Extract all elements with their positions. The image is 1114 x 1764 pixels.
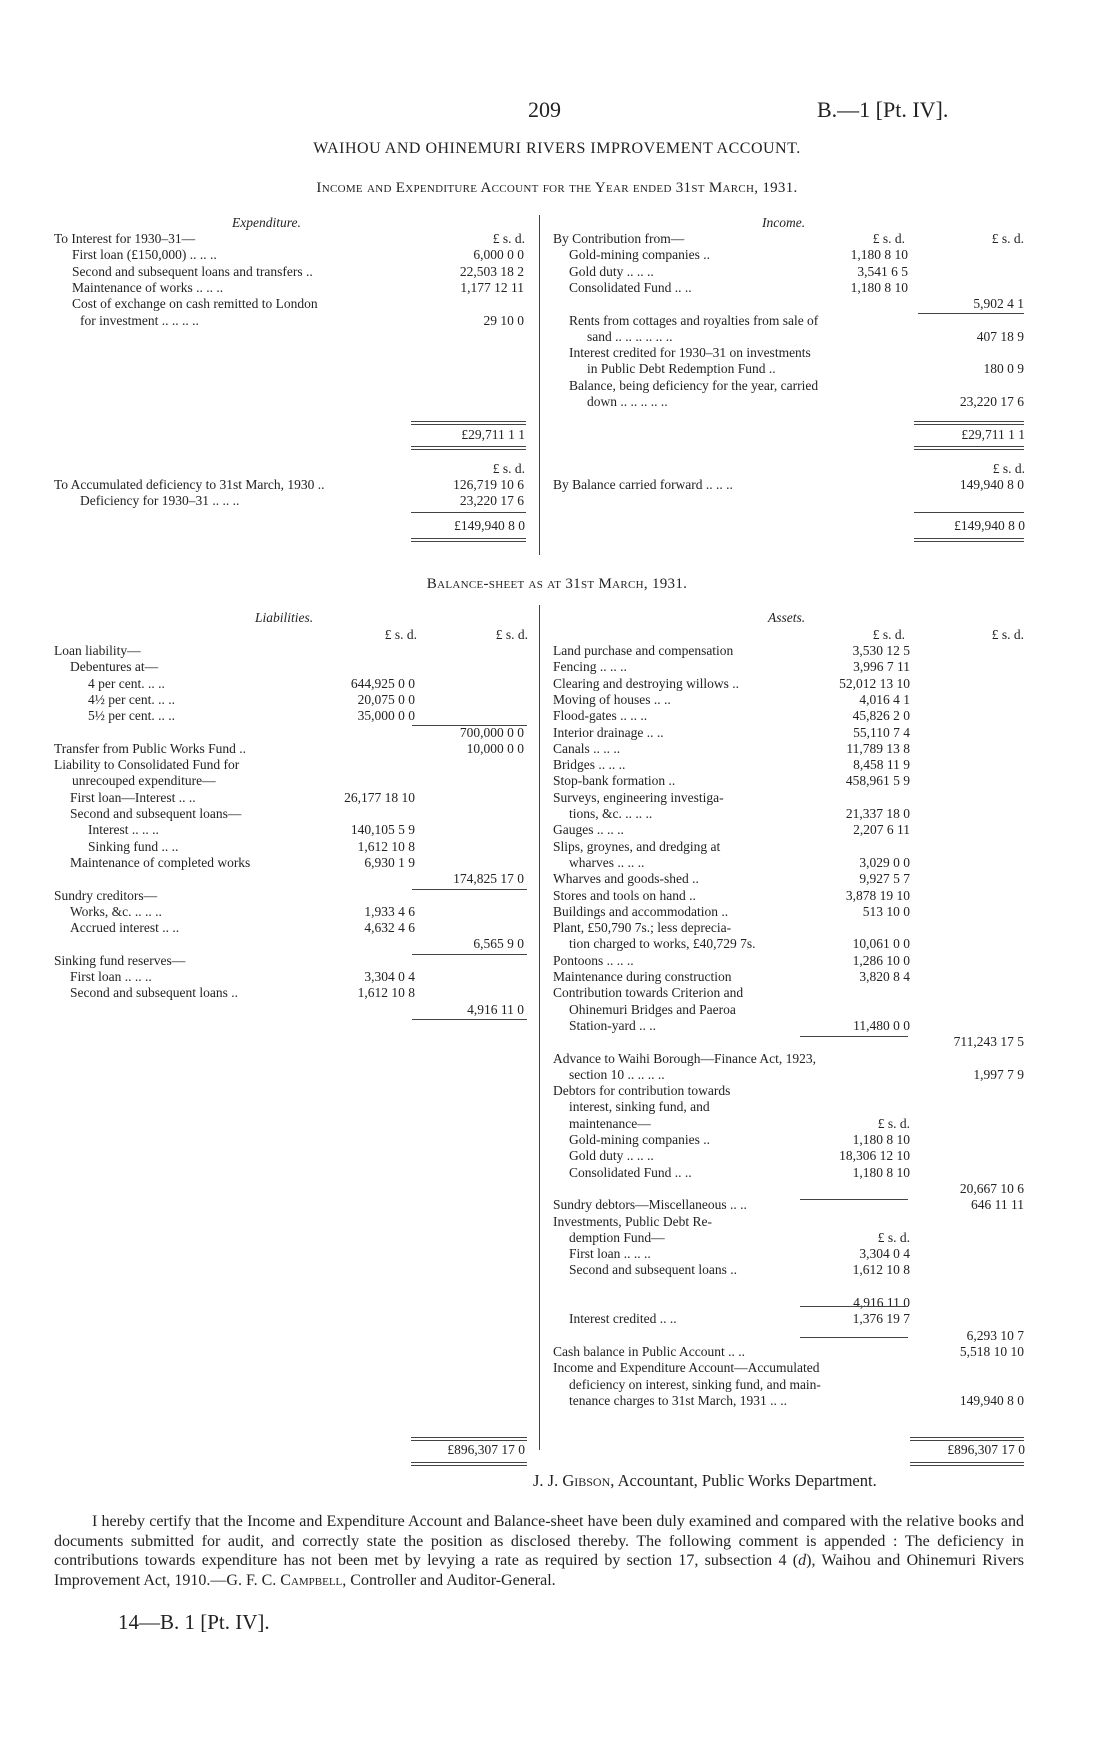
exp-total: £29,711 1 1 [461, 427, 525, 442]
liability-row [54, 904, 528, 920]
income-row [553, 378, 1028, 394]
asset-row [553, 757, 1028, 773]
liability-amount: 140,105 5 9 [350, 822, 415, 838]
asset-row [553, 1051, 1028, 1067]
deficiency-row [54, 477, 528, 493]
asset-row [553, 1165, 1028, 1181]
asset-amount: 4,916 11 0 [853, 1295, 910, 1310]
asset-total-amount: 6,293 10 7 [966, 1327, 1024, 1343]
liability-amount: 6,930 1 9 [364, 854, 415, 870]
asset-amount: 3,878 19 10 [845, 887, 910, 903]
asset-label: Income and Expenditure Account—Accumulated [553, 1360, 820, 1376]
asset-row [553, 806, 1028, 822]
def-col-header: £ s. d. [492, 461, 525, 476]
asset-label: Canals .. .. .. [553, 740, 621, 756]
asset-total-amount: 5,518 10 10 [959, 1343, 1024, 1359]
asset-label: Investments, Public Debt Re- [553, 1213, 712, 1229]
asset-amount: 3,820 8 4 [859, 969, 910, 984]
ie-divider [539, 215, 540, 555]
asset-amount: 4,016 4 1 [859, 691, 910, 707]
income-row [553, 280, 1028, 296]
asset-row [553, 1197, 1028, 1213]
liability-label: Debentures at— [70, 659, 159, 675]
liability-label: Second and subsequent loans— [70, 806, 242, 821]
income-label: Interest credited for 1930–31 on investments [569, 345, 811, 361]
rule [411, 512, 526, 513]
liability-row [54, 953, 528, 969]
asset-amount: 3,996 7 11 [853, 659, 910, 675]
double-rule [411, 446, 526, 450]
document-reference: B.—1 [Pt. IV]. [817, 97, 949, 122]
accountant-signature [533, 1471, 877, 1491]
liability-label: Sundry creditors— [54, 887, 158, 903]
income-row [553, 247, 1028, 263]
deficiency-label: Deficiency for 1930–31 .. .. .. [80, 493, 240, 509]
asset-label: Maintenance during construction [553, 969, 732, 984]
income-label: Gold duty .. .. .. [569, 263, 654, 279]
liability-row [54, 871, 528, 887]
asset-label: Pontoons .. .. .. [553, 952, 634, 968]
liability-row [54, 920, 528, 936]
income-row [553, 361, 1028, 377]
liability-label: Transfer from Public Works Fund .. [54, 740, 247, 756]
liability-label: unrecouped expenditure— [72, 773, 216, 789]
double-rule [914, 421, 1024, 425]
asset-row [553, 692, 1028, 708]
liab-col-header-b: £ s. d. [495, 627, 528, 642]
asset-row [553, 1295, 1028, 1311]
asset-row [553, 1328, 1028, 1344]
balance-forward-label: By Balance carried forward .. .. .. [553, 477, 733, 492]
liability-row [54, 741, 528, 757]
liabilities-heading: Liabilities. [255, 610, 314, 625]
asset-amount: 1,180 8 10 [852, 1132, 910, 1147]
def-total: £149,940 8 0 [454, 518, 525, 533]
asset-amount: £ s. d. [877, 1229, 910, 1245]
certificate-subsection-letter: d [798, 1552, 807, 1569]
rule [918, 313, 1024, 314]
asset-label: demption Fund— [569, 1229, 665, 1245]
asset-row [553, 1002, 1028, 1018]
ie-account-subtitle: Income and Expenditure Account for the Year ended 31st March, 1931. [316, 180, 798, 196]
double-rule [914, 538, 1024, 542]
liability-amount: 4,632 4 6 [364, 920, 415, 936]
liability-amount: 20,075 0 0 [357, 691, 415, 707]
liability-amount: 3,304 0 4 [364, 969, 415, 984]
asset-label: Fencing .. .. .. [553, 659, 627, 675]
liability-label: First loan .. .. .. [70, 969, 152, 984]
rule [412, 725, 527, 726]
liability-amount: 1,612 10 8 [357, 838, 415, 854]
asset-amount: 458,961 5 9 [845, 773, 910, 789]
asset-row [553, 1018, 1028, 1034]
liability-label: Loan liability— [54, 643, 141, 658]
asset-label: tenance charges to 31st March, 1931 .. .. [569, 1392, 787, 1408]
bal-total: £149,940 8 0 [954, 518, 1025, 533]
liability-total-amount: 10,000 0 0 [466, 740, 524, 756]
asset-row [553, 969, 1028, 985]
liability-row [54, 790, 528, 806]
expenditure-row [54, 313, 528, 329]
exp-col-header: £ s. d. [492, 231, 525, 246]
asset-row [553, 1279, 1028, 1295]
rule [412, 889, 527, 890]
income-label: down .. .. .. .. .. [587, 394, 668, 409]
asset-amount: 1,376 19 7 [852, 1311, 910, 1327]
liability-label: First loan—Interest .. .. [70, 789, 196, 805]
income-row [553, 394, 1028, 410]
signature-name: Gibson [562, 1471, 611, 1490]
asset-label: Stop-bank formation .. [553, 773, 676, 789]
assets-total: £896,307 17 0 [947, 1442, 1025, 1457]
liability-row [54, 725, 528, 741]
income-amount: 3,541 6 5 [857, 263, 908, 279]
asset-row [553, 920, 1028, 936]
liability-row [54, 1002, 528, 1018]
liability-label: Accrued interest .. .. [70, 920, 180, 936]
asset-row [553, 1099, 1028, 1115]
asset-row [553, 1132, 1028, 1148]
asset-amount: 11,789 13 8 [846, 740, 910, 756]
asset-label: Debtors for contribution towards [553, 1083, 731, 1099]
asset-label: Interest credited .. .. [569, 1311, 677, 1327]
liability-amount: 1,933 4 6 [364, 903, 415, 919]
income-label: Rents from cottages and royalties from sale of [569, 312, 819, 328]
liability-label: Liability to Consolidated Fund for [54, 757, 240, 773]
asset-label: Land purchase and compensation [553, 643, 734, 658]
asset-label: Moving of houses .. .. [553, 691, 671, 707]
liability-row [54, 936, 528, 952]
page-number: 209 [528, 97, 561, 122]
asset-label: Contribution towards Criterion and [553, 985, 744, 1001]
liability-total-amount: 6,565 9 0 [473, 936, 524, 952]
deficiency-amount: 23,220 17 6 [459, 493, 524, 509]
bs-divider [539, 605, 540, 1450]
signature-initials: J. J. [533, 1471, 563, 1490]
asset-label: interest, sinking fund, and [569, 1099, 710, 1115]
expenditure-amount: 29 10 0 [483, 312, 524, 328]
asset-amount: 9,927 5 7 [859, 871, 910, 887]
expenditure-label: Second and subsequent loans and transfers .. [72, 263, 313, 279]
rule [800, 1306, 908, 1307]
liability-label: 4 per cent. .. .. [88, 675, 165, 691]
liability-total-amount: 174,825 17 0 [453, 871, 524, 887]
balance-sheet-title: Balance-sheet as at 31st March, 1931. [426, 576, 688, 592]
audit-certificate [54, 1512, 1024, 1590]
double-rule [910, 1462, 1024, 1466]
balance-forward-row [553, 477, 1028, 493]
asset-label: Gold duty .. .. .. [569, 1148, 654, 1164]
asset-row [553, 871, 1028, 887]
asset-amount: 3,530 12 5 [852, 643, 910, 658]
expenditure-row [54, 280, 528, 296]
inc-total: £29,711 1 1 [961, 427, 1025, 442]
asset-row [553, 1344, 1028, 1360]
rule [800, 1337, 908, 1338]
asset-label: Station-yard .. .. [569, 1017, 656, 1033]
certificate-text-b: ), Waihou and Ohinemuri Rivers Improvement Act, 1910.—G. F. C. [54, 1552, 1024, 1589]
asset-label: Advance to Waihi Borough—Finance Act, 1923, [553, 1050, 816, 1066]
double-rule [914, 446, 1024, 450]
liability-row [54, 676, 528, 692]
asset-row [553, 936, 1028, 952]
asset-total-amount: 1,997 7 9 [973, 1066, 1024, 1082]
asset-row [553, 1311, 1028, 1327]
asset-row [553, 708, 1028, 724]
asset-amount: 1,612 10 8 [852, 1262, 910, 1278]
liability-row [54, 757, 528, 773]
liability-label: Second and subsequent loans .. [70, 985, 238, 1001]
asset-amount: 3,304 0 4 [859, 1246, 910, 1262]
asset-row [553, 676, 1028, 692]
asset-amount: 1,286 10 0 [852, 952, 910, 968]
asset-total-amount: 20,667 10 6 [959, 1180, 1024, 1196]
certificate-auditor-name: Campbell [280, 1571, 343, 1589]
asset-row [553, 1360, 1028, 1376]
expenditure-heading: Expenditure. [232, 215, 301, 230]
asset-amount: 21,337 18 0 [845, 806, 910, 821]
expenditure-amount: 1,177 12 11 [460, 279, 524, 295]
balance-forward-amount: 149,940 8 0 [959, 477, 1024, 492]
asset-row [553, 855, 1028, 871]
asset-row [553, 741, 1028, 757]
expenditure-row [54, 231, 528, 247]
income-label: Gold-mining companies .. [569, 247, 710, 263]
liability-row [54, 659, 528, 675]
income-label: sand .. .. .. .. .. .. [587, 328, 673, 344]
deficiency-label: To Accumulated deficiency to 31st March, 1930 .. [54, 477, 325, 492]
asset-row [553, 888, 1028, 904]
signature-title: , Accountant, Public Works Department. [610, 1471, 877, 1490]
income-label: Balance, being deficiency for the year, carried [569, 377, 819, 393]
asset-label: Slips, groynes, and dredging at [553, 838, 721, 854]
asset-label: Sundry debtors—Miscellaneous .. .. [553, 1197, 747, 1213]
income-row [553, 264, 1028, 280]
liability-label: Maintenance of completed works [70, 854, 251, 870]
asset-row [553, 1116, 1028, 1132]
asset-amount: 2,207 6 11 [853, 822, 910, 838]
rule [800, 1036, 908, 1037]
asset-amount: 52,012 13 10 [839, 675, 910, 691]
asset-row [553, 953, 1028, 969]
asset-row [553, 1377, 1028, 1393]
asset-label: Interior drainage .. .. [553, 724, 664, 740]
liab-col-header-a: £ s. d. [384, 627, 417, 642]
liability-row [54, 822, 528, 838]
asset-row [553, 1181, 1028, 1197]
asset-label: Consolidated Fund .. .. [569, 1164, 692, 1180]
asset-label: Gold-mining companies .. [569, 1132, 710, 1147]
income-total-amount: 5,902 4 1 [973, 296, 1024, 312]
liability-total-amount: 4,916 11 0 [467, 1001, 524, 1017]
bal-col-header: £ s. d. [992, 461, 1025, 476]
asset-label: Flood-gates .. .. .. [553, 708, 648, 724]
asset-row [553, 839, 1028, 855]
liability-amount: 26,177 18 10 [344, 789, 415, 805]
asset-label: Bridges .. .. .. [553, 757, 626, 773]
liability-label: 4½ per cent. .. .. [88, 691, 175, 707]
asset-total-amount: 646 11 11 [971, 1197, 1024, 1213]
asset-row [553, 790, 1028, 806]
asset-row [553, 1262, 1028, 1278]
income-row [553, 329, 1028, 345]
asset-amount: 513 10 0 [862, 903, 910, 919]
income-total-amount: 407 18 9 [976, 328, 1024, 344]
assets-heading: Assets. [768, 610, 806, 625]
liability-amount: 644,925 0 0 [350, 675, 415, 691]
page-footer: 14—B. 1 [Pt. IV]. [118, 1610, 270, 1634]
liability-label: Sinking fund .. .. [88, 838, 179, 854]
deficiency-row [54, 493, 528, 509]
asset-label: Plant, £50,790 7s.; less deprecia- [553, 920, 732, 936]
expenditure-label: Maintenance of works .. .. .. [72, 279, 224, 295]
rule [412, 1019, 527, 1020]
income-label: By Contribution from— [553, 231, 685, 246]
rule [914, 512, 1024, 513]
income-row [553, 296, 1028, 312]
asset-amount: 18,306 12 10 [839, 1148, 910, 1164]
income-row [553, 231, 1028, 247]
asset-row [553, 904, 1028, 920]
asset-total-amount: 711,243 17 5 [953, 1034, 1024, 1050]
asset-row [553, 1230, 1028, 1246]
asset-row [553, 1246, 1028, 1262]
liability-row [54, 839, 528, 855]
liability-label: Works, &c. .. .. .. [70, 903, 162, 919]
account-title: WAIHOU AND OHINEMURI RIVERS IMPROVEMENT ACCOUNT. [313, 140, 801, 157]
income-total-amount: 23,220 17 6 [959, 394, 1024, 409]
expenditure-row [54, 264, 528, 280]
expenditure-label: To Interest for 1930–31— [54, 231, 196, 246]
asset-label: Clearing and destroying willows .. [553, 675, 739, 691]
expenditure-row [54, 247, 528, 263]
asset-amount: 45,826 2 0 [852, 708, 910, 724]
liability-label: Interest .. .. .. [88, 822, 159, 838]
asset-label: section 10 .. .. .. .. [569, 1066, 665, 1082]
inc-col-header-b: £ s. d. [991, 231, 1024, 246]
liability-row [54, 969, 528, 985]
liability-row [54, 985, 528, 1001]
liability-label: Sinking fund reserves— [54, 952, 186, 968]
expenditure-label: Cost of exchange on cash remitted to London [72, 296, 318, 312]
asset-amount: 11,480 0 0 [853, 1017, 910, 1033]
asset-label: Ohinemuri Bridges and Paeroa [569, 1001, 736, 1017]
income-amount: 1,180 8 10 [850, 279, 908, 295]
asset-amount: 8,458 11 9 [853, 757, 910, 773]
asset-row [553, 725, 1028, 741]
liab-total: £896,307 17 0 [447, 1442, 525, 1457]
certificate-text-a: I hereby certify that the Income and Expenditure Account and Balance-sheet have been duly examined and compared with the relative books and documents submitted for audit, and correctly state the position as disclosed thereby. The following comment is appended : The deficiency in contributions towards expenditure has not been met by levying a rate as required by section 17, subsection 4 ( [54, 1513, 1024, 1569]
liability-row [54, 773, 528, 789]
asset-row [553, 1034, 1028, 1050]
deficiency-amount: 126,719 10 6 [453, 477, 524, 492]
liability-row [54, 692, 528, 708]
expenditure-label: for investment .. .. .. .. [80, 312, 199, 328]
liability-amount: 35,000 0 0 [357, 708, 415, 724]
asset-row [553, 773, 1028, 789]
asset-row [553, 1067, 1028, 1083]
rule [412, 954, 527, 955]
income-amount: 1,180 8 10 [850, 247, 908, 263]
double-rule [411, 421, 526, 425]
inc-col-header-a: £ s. d. [872, 231, 905, 246]
income-total-amount: 180 0 9 [983, 361, 1024, 377]
asset-amount: 3,029 0 0 [859, 854, 910, 870]
asset-row [553, 1214, 1028, 1230]
asset-amount: 10,061 0 0 [852, 936, 910, 952]
expenditure-row [54, 296, 528, 312]
asset-row [553, 822, 1028, 838]
asset-label: Wharves and goods-shed .. [553, 871, 699, 887]
asset-amount: £ s. d. [877, 1115, 910, 1131]
double-rule [411, 538, 526, 542]
asset-row [553, 1083, 1028, 1099]
liability-total-amount: 700,000 0 0 [459, 724, 524, 740]
asset-label: tion charged to works, £40,729 7s. [569, 936, 756, 952]
asset-row [553, 643, 1028, 659]
income-row [553, 345, 1028, 361]
asset-col-header-b: £ s. d. [991, 627, 1024, 642]
asset-label: deficiency on interest, sinking fund, and main- [569, 1376, 821, 1392]
asset-label: Cash balance in Public Account .. .. [553, 1343, 745, 1359]
certificate-text-c: , Controller and Auditor-General. [342, 1571, 556, 1589]
liability-row [54, 806, 528, 822]
income-label: Consolidated Fund .. .. [569, 279, 692, 295]
liability-label: 5½ per cent. .. .. [88, 708, 175, 724]
asset-label: Second and subsequent loans .. [569, 1262, 737, 1278]
asset-row [553, 659, 1028, 675]
asset-amount: 55,110 7 4 [853, 724, 910, 740]
expenditure-amount: 6,000 0 0 [473, 247, 524, 263]
asset-label: tions, &c. .. .. .. [569, 806, 653, 821]
liability-amount: 1,612 10 8 [357, 985, 415, 1001]
liability-row [54, 855, 528, 871]
liability-row [54, 643, 528, 659]
asset-label: wharves .. .. .. [569, 854, 645, 870]
rule [800, 1199, 908, 1200]
liability-row [54, 708, 528, 724]
asset-row [553, 1393, 1028, 1409]
asset-total-amount: 149,940 8 0 [959, 1392, 1024, 1408]
asset-label: Gauges .. .. .. [553, 822, 624, 838]
income-row [553, 313, 1028, 329]
asset-label: maintenance— [569, 1115, 651, 1131]
double-rule [910, 1437, 1024, 1441]
income-label: in Public Debt Redemption Fund .. [587, 361, 776, 377]
income-heading: Income. [762, 215, 806, 230]
asset-amount: 1,180 8 10 [852, 1164, 910, 1180]
asset-label: Buildings and accommodation .. [553, 903, 729, 919]
asset-label: Stores and tools on hand .. [553, 887, 696, 903]
asset-label: First loan .. .. .. [569, 1246, 651, 1262]
asset-label: Surveys, engineering investiga- [553, 789, 724, 805]
expenditure-label: First loan (£150,000) .. .. .. [72, 247, 217, 263]
expenditure-amount: 22,503 18 2 [459, 263, 524, 279]
double-rule [411, 1462, 527, 1466]
asset-row [553, 985, 1028, 1001]
double-rule [411, 1437, 527, 1441]
asset-col-header-a: £ s. d. [872, 627, 905, 642]
asset-row [553, 1148, 1028, 1164]
